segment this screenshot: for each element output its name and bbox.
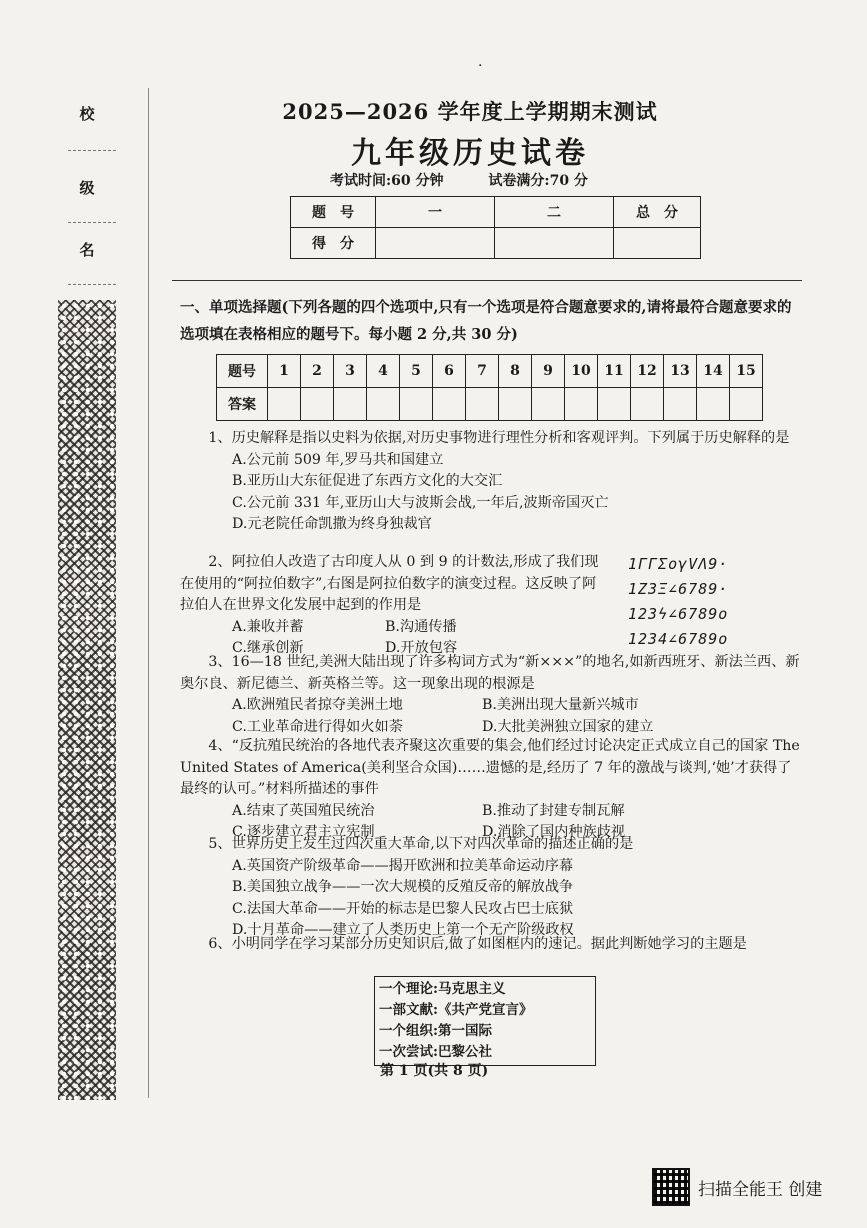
question-stem: 2、阿拉伯人改造了古印度人从 0 到 9 的计数法,形成了我们现在使用的“阿拉伯数字”,右图是阿拉伯数字的演变过程。这反映了阿拉伯人在世界文化发展中起到的作用是	[180, 554, 599, 613]
option-c: C.公元前 331 年,亚历山大与波斯会战,一年后,波斯帝国灭亡	[232, 494, 609, 511]
question-stem: 1、历史解释是指以史料为依据,对历史事物进行理性分析和客观评判。下列属于历史解释的是	[208, 430, 790, 446]
page-number: 第 1 页(共 8 页)	[380, 1063, 489, 1079]
binding-name: 名	[79, 240, 95, 259]
exam-time: 考试时间:60 分钟	[330, 173, 444, 189]
header-divider	[172, 280, 802, 281]
answer-number-10: 10	[565, 355, 598, 388]
score-row-label: 得 分	[291, 228, 376, 259]
score-cell-part1[interactable]	[376, 228, 495, 259]
answer-table	[216, 354, 763, 421]
answer-number-6: 6	[433, 355, 466, 388]
answer-number-8: 8	[499, 355, 532, 388]
answer-number-3: 3	[334, 355, 367, 388]
qr-code-icon	[652, 1168, 690, 1206]
option-b: B.美洲出现大量新兴城市	[482, 697, 639, 713]
question-stem: 4、“反抗殖民统治的各地代表齐聚这次重要的集会,他们经过讨论决定正式成立自己的国家 The United States of America(美利坚合众国)……遗憾的是,经历了 7 年的激战与谈判,‘她’才获得了最终的认可。”材料所描述的事件	[180, 738, 800, 797]
answer-cell-5[interactable]	[400, 388, 433, 421]
scanner-watermark	[652, 1168, 822, 1206]
answer-cell-15[interactable]	[730, 388, 763, 421]
question-stem: 3、16—18 世纪,美洲大陆出现了许多构词方式为“新×××”的地名,如新西班牙、新法兰西、新奥尔良、新尼德兰、新英格兰等。这一现象出现的根源是	[180, 654, 800, 692]
answer-number-4: 4	[367, 355, 400, 388]
option-d: D.消除了国内种族歧视	[482, 824, 626, 840]
answer-cell-7[interactable]	[466, 388, 499, 421]
answer-cell-1[interactable]	[268, 388, 301, 421]
answer-number-5: 5	[400, 355, 433, 388]
question-4	[180, 736, 805, 844]
binding-class: 级	[79, 178, 95, 197]
answer-cell-12[interactable]	[631, 388, 664, 421]
numeral-line: 1Z3Ξ∠6789·	[628, 580, 729, 598]
numeral-line: 1ΓΓΣογVΛ9·	[628, 555, 729, 573]
question-1	[180, 428, 805, 536]
notes-line: 一部文献:《共产党宣言》	[379, 1002, 533, 1018]
option-c: C.工业革命进行得如火如荼	[232, 718, 403, 735]
option-b: B.亚历山大东征促进了东西方文化的大交汇	[232, 473, 503, 489]
option-d: D.开放包容	[385, 640, 458, 656]
binding-rule	[58, 88, 116, 298]
answer-cell-4[interactable]	[367, 388, 400, 421]
answer-number-9: 9	[532, 355, 565, 388]
question-5	[180, 834, 805, 942]
arabic-numerals-evolution-figure	[628, 552, 728, 652]
answer-cell-11[interactable]	[598, 388, 631, 421]
answer-number-7: 7	[466, 355, 499, 388]
answer-table-row-label: 答案	[217, 388, 268, 421]
option-a: A.英国资产阶级革命——揭开欧洲和拉美革命运动序幕	[232, 857, 574, 874]
question-2	[180, 552, 610, 660]
margin-spine	[148, 88, 149, 1098]
watermark-text: 扫描全能王 创建	[698, 1179, 823, 1200]
top-mark: ·	[478, 58, 483, 74]
answer-number-14: 14	[697, 355, 730, 388]
option-a: A.公元前 509 年,罗马共和国建立	[232, 451, 444, 468]
option-d: D.大批美洲独立国家的建立	[482, 718, 654, 735]
answer-cell-9[interactable]	[532, 388, 565, 421]
answer-number-15: 15	[730, 355, 763, 388]
question-3	[180, 652, 805, 738]
option-d: D.元老院任命凯撒为终身独裁官	[232, 516, 432, 532]
answer-cell-6[interactable]	[433, 388, 466, 421]
answer-cell-14[interactable]	[697, 388, 730, 421]
numeral-line: 1234∠6789ο	[628, 630, 729, 648]
answer-cell-2[interactable]	[301, 388, 334, 421]
notes-box	[374, 976, 596, 1066]
question-stem: 5、世界历史上发生过四次重大革命,以下对四次革命的描述正确的是	[208, 836, 634, 852]
option-c: C.法国大革命——开始的标志是巴黎人民攻占巴士底狱	[232, 900, 574, 917]
option-a: A.兼收并蓄	[232, 618, 304, 635]
score-cell-part2[interactable]	[495, 228, 614, 259]
question-stem: 6、小明同学在学习某部分历史知识后,做了如图框内的速记。据此判断她学习的主题是	[208, 936, 747, 952]
option-c: C.继承创新	[232, 640, 304, 656]
notes-line: 一次尝试:巴黎公社	[379, 1044, 492, 1060]
score-head-part1: 一	[376, 197, 495, 228]
score-table	[290, 196, 701, 259]
answer-cell-8[interactable]	[499, 388, 532, 421]
answer-cell-10[interactable]	[565, 388, 598, 421]
option-b: B.沟通传播	[385, 618, 457, 635]
binding-school: 校	[79, 104, 95, 123]
answer-cell-3[interactable]	[334, 388, 367, 421]
answer-table-head: 题号	[217, 355, 268, 388]
question-6	[180, 934, 805, 956]
answer-number-2: 2	[301, 355, 334, 388]
option-d: D.十月革命——建立了人类历史上第一个无产阶级政权	[232, 922, 574, 938]
numeral-line: 123ϟ∠6789ο	[628, 605, 729, 623]
option-a: A.欧洲殖民者掠夺美洲土地	[232, 697, 403, 713]
score-head-label: 题 号	[291, 197, 376, 228]
section-one-instructions: 一、单项选择题(下列各题的四个选项中,只有一个选项是符合题意要求的,请将最符合题意要求的选项填在表格相应的题号下。每小题 2 分,共 30 分)	[180, 299, 792, 343]
notes-line: 一个组织:第一国际	[379, 1023, 492, 1039]
option-b: B.美国独立战争——一次大规模的反殖反帝的解放战争	[232, 879, 574, 895]
score-cell-total[interactable]	[614, 228, 701, 259]
answer-cell-13[interactable]	[664, 388, 697, 421]
answer-number-11: 11	[598, 355, 631, 388]
option-a: A.结束了英国殖民统治	[232, 802, 375, 819]
decorative-border-pattern	[58, 300, 116, 1100]
score-head-part2: 二	[495, 197, 614, 228]
exam-term-title: 2025—2026 学年度上学期期末测试	[282, 99, 658, 124]
score-head-total: 总 分	[614, 197, 701, 228]
notes-line: 一个理论:马克思主义	[379, 981, 506, 997]
exam-info	[330, 170, 628, 190]
exam-full-score: 试卷满分:70 分	[488, 173, 588, 189]
option-b: B.推动了封建专制瓦解	[482, 802, 625, 819]
answer-number-13: 13	[664, 355, 697, 388]
answer-number-12: 12	[631, 355, 664, 388]
option-c: C.逐步建立君主立宪制	[232, 824, 375, 840]
exam-subject-title: 九年级历史试卷	[351, 136, 589, 171]
answer-number-1: 1	[268, 355, 301, 388]
